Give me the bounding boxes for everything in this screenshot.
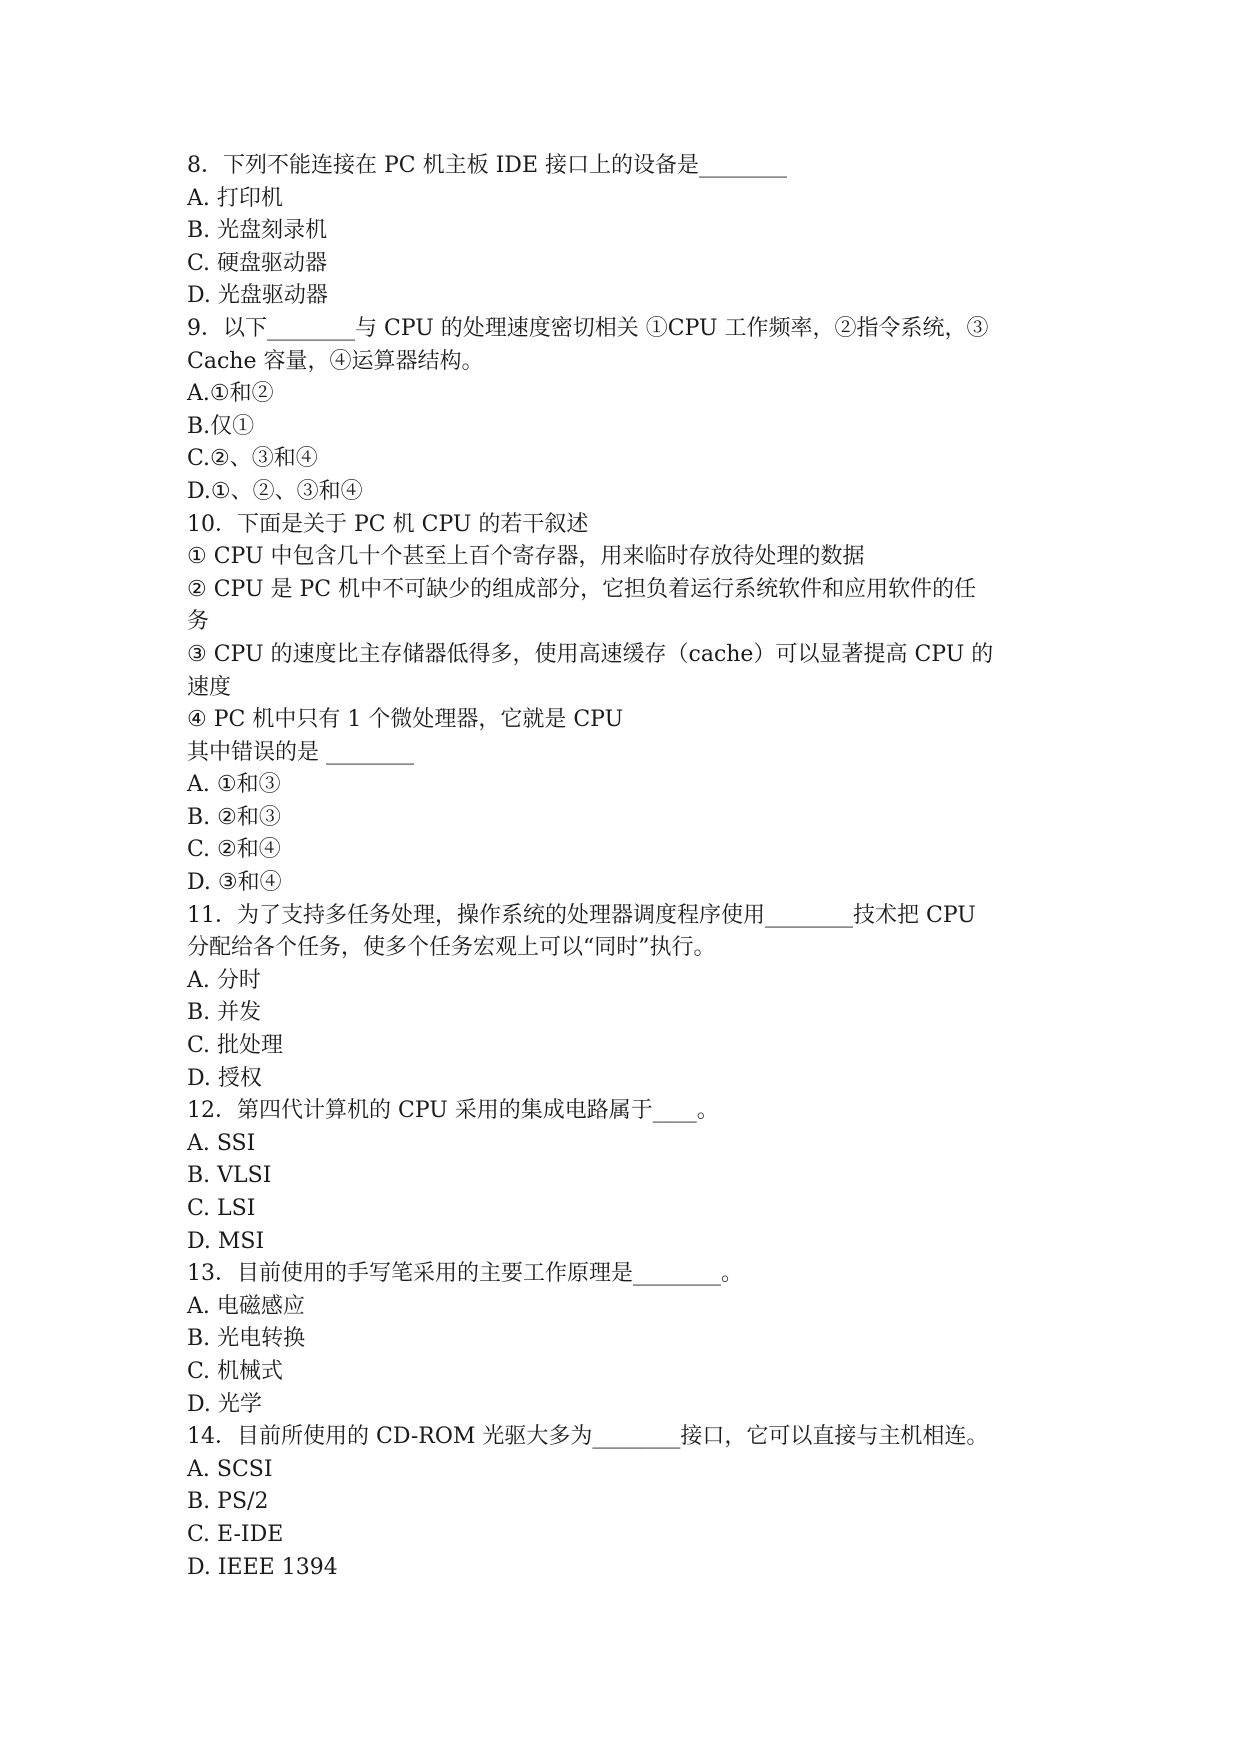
q11-stem-line-2: 分配给各个任务，使多个任务宏观上可以“同时”执行。 [187, 935, 716, 961]
q11-option-a: A. 分时 [187, 967, 261, 993]
q8-option-a: A. 打印机 [187, 185, 283, 211]
q9-option-d: D.①、②、③和④ [187, 478, 363, 504]
q11-option-b: B. 并发 [187, 1000, 262, 1026]
q9-stem-line-2: Cache 容量，④运算器结构。 [187, 348, 484, 374]
q9-option-a: A.①和② [187, 381, 274, 407]
q13-option-a: A. 电磁感应 [187, 1293, 305, 1319]
q13-option-d: D. 光学 [187, 1391, 262, 1417]
q10-option-a: A. ①和③ [187, 772, 281, 798]
q8-option-d: D. 光盘驱动器 [187, 283, 328, 309]
q13-stem: 13．目前使用的手写笔采用的主要工作原理是________。 [187, 1261, 743, 1287]
q14-option-b: B. PS/2 [187, 1489, 269, 1515]
q10-statement-2-cont: 务 [187, 609, 210, 635]
q9-option-c: C.②、③和④ [187, 446, 318, 472]
q11-option-d: D. 授权 [187, 1065, 262, 1091]
q11-stem-line-1: 11．为了支持多任务处理，操作系统的处理器调度程序使用________技术把 CPU [187, 902, 976, 928]
q9-option-b: B.仅① [187, 413, 255, 439]
q10-statement-3: ③ CPU 的速度比主存储器低得多，使用高速缓存（cache）可以显著提高 CPU 的 [187, 641, 994, 667]
q12-option-a: A. SSI [187, 1130, 256, 1156]
question-list [187, 150, 1067, 1584]
q8-stem: 8．下列不能连接在 PC 机主板 IDE 接口上的设备是________ [187, 153, 787, 178]
q14-option-c: C. E-IDE [187, 1521, 284, 1547]
q9-stem-line-1: 9．以下________与 CPU 的处理速度密切相关 ①CPU 工作频率，②指令系统，③ [187, 315, 989, 341]
q8-option-b: B. 光盘刻录机 [187, 218, 328, 244]
q10-option-b: B. ②和③ [187, 804, 281, 830]
q10-statement-4: ④ PC 机中只有 1 个微处理器，它就是 CPU [187, 707, 624, 733]
q8-option-c: C. 硬盘驱动器 [187, 250, 328, 276]
q10-statement-1: ① CPU 中包含几十个甚至上百个寄存器，用来临时存放待处理的数据 [187, 544, 865, 570]
q12-option-d: D. MSI [187, 1228, 265, 1254]
q10-prompt: 其中错误的是 ________ [187, 739, 414, 765]
q11-option-c: C. 批处理 [187, 1033, 284, 1059]
q12-option-b: B. VLSI [187, 1163, 272, 1189]
q12-option-c: C. LSI [187, 1196, 256, 1221]
q14-stem: 14．目前所使用的 CD-ROM 光驱大多为________接口，它可以直接与主机相连。 [187, 1424, 989, 1450]
q10-statement-3-cont: 速度 [187, 674, 232, 700]
q12-stem: 12．第四代计算机的 CPU 采用的集成电路属于____。 [187, 1098, 719, 1124]
q13-option-c: C. 机械式 [187, 1358, 284, 1384]
q10-option-d: D. ③和④ [187, 870, 282, 896]
q14-option-d: D. IEEE 1394 [187, 1554, 338, 1580]
q10-option-c: C. ②和④ [187, 837, 281, 863]
q14-option-a: A. SCSI [187, 1456, 273, 1482]
q10-statement-2: ② CPU 是 PC 机中不可缺少的组成部分，它担负着运行系统软件和应用软件的任 [187, 576, 977, 602]
q10-stem: 10．下面是关于 PC 机 CPU 的若干叙述 [187, 511, 589, 537]
q13-option-b: B. 光电转换 [187, 1326, 306, 1352]
